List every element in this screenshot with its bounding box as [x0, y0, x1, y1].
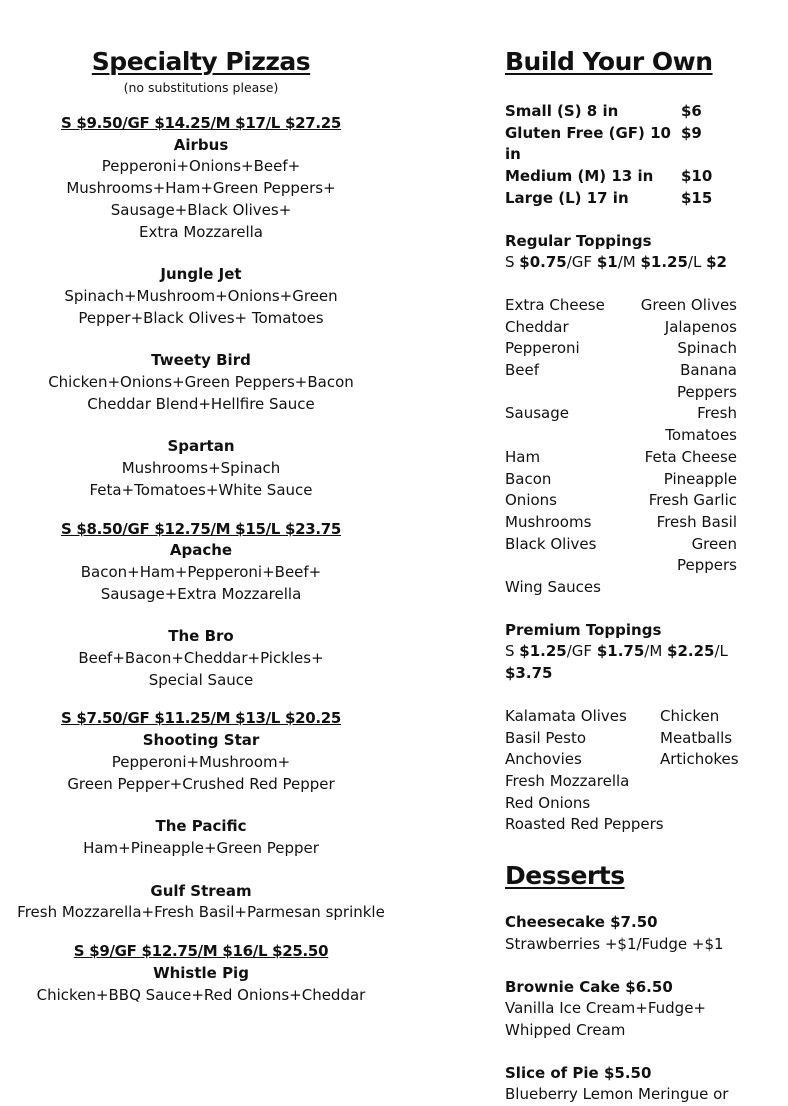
pizza-name: Spartan: [167, 437, 235, 456]
price-value: $0.75: [519, 253, 567, 272]
price-tier-4: S $9/GF $12.75/M $16/L $25.50: [73, 942, 329, 961]
list-item: [505, 469, 780, 491]
topping: Extra Cheese: [505, 295, 605, 314]
topping: Meatballs: [660, 728, 733, 747]
price-tier-3: S $7.50/GF $11.25/M $13/L $20.25: [60, 709, 342, 728]
dessert-item: [505, 1063, 780, 1106]
list-item: [505, 490, 780, 512]
pizza-name: Jungle Jet: [160, 265, 242, 284]
price-value: $3.75: [505, 664, 553, 683]
size-row: [505, 123, 780, 166]
dessert-name: Brownie Cake $6.50: [505, 977, 673, 996]
pizza-ingredients: Feta+Tomatoes+White Sauce: [89, 480, 313, 499]
topping: Pineapple: [663, 469, 737, 488]
list-item: [505, 403, 780, 446]
desserts-section: [505, 860, 780, 1106]
pizza-ingredients: Chicken+BBQ Sauce+Red Onions+Cheddar: [36, 985, 366, 1004]
price-value: $2: [706, 253, 727, 272]
price-label: /L: [714, 642, 728, 661]
price-value: $2.25: [667, 642, 715, 661]
regular-toppings-prices: [505, 252, 780, 274]
list-item: [505, 706, 780, 728]
pizza-ingredients: Green Pepper+Crushed Red Pepper: [67, 774, 335, 793]
size-label: Gluten Free (GF) 10 in: [505, 123, 671, 164]
pizza-ingredients: Pepperoni+Onions+Beef+: [101, 157, 301, 176]
dessert-name: Cheesecake $7.50: [505, 913, 658, 932]
list-item: [505, 338, 780, 360]
pizza-shooting-star: [0, 730, 402, 795]
size-price: $6: [681, 102, 702, 120]
pizza-whistle-pig: [0, 963, 402, 1006]
price-tier-1: S $9.50/GF $14.25/M $17/L $27.25: [60, 114, 342, 132]
list-item: [505, 728, 780, 750]
pizza-ingredients: Beef+Bacon+Cheddar+Pickles+: [78, 649, 324, 668]
pizza-jungle-jet: [0, 264, 402, 329]
size-row: [505, 101, 780, 123]
size-label: Medium (M) 13 in: [505, 167, 654, 186]
topping: Kalamata Olives: [505, 706, 627, 725]
build-your-own-title: Build Your Own: [505, 47, 713, 76]
premium-toppings-heading: Premium Toppings: [505, 620, 662, 639]
size-price-list: [505, 101, 780, 210]
pizza-airbus: [0, 135, 402, 244]
size-label: Small (S) 8 in: [505, 102, 619, 120]
pizza-name: Shooting Star: [142, 731, 260, 750]
pizza-ingredients: Spinach+Mushroom+Onions+Green: [64, 286, 338, 305]
pizza-ingredients: Pepperoni+Mushroom+: [111, 752, 291, 771]
price-value: $1.75: [596, 642, 645, 661]
regular-toppings-section: [505, 231, 780, 599]
pizza-the-pacific: [0, 816, 402, 859]
list-item: [505, 749, 780, 771]
topping: Anchovies: [505, 750, 582, 769]
pizza-ingredients: Extra Mozzarella: [138, 222, 263, 241]
topping: Artichokes: [660, 750, 739, 769]
price-tier-2: S $8.50/GF $12.75/M $15/L $23.75: [60, 519, 342, 538]
dessert-item: [505, 912, 780, 955]
topping: Fresh Mozzarella: [505, 771, 630, 790]
pizza-name: The Pacific: [155, 817, 247, 836]
size-label: Large (L) 17 in: [505, 188, 629, 207]
price-label: S: [505, 642, 520, 661]
price-label: /L: [687, 253, 707, 272]
pizza-ingredients: Pepper+Black Olives+ Tomatoes: [78, 308, 324, 327]
dessert-description: Strawberries +$1/Fudge +$1: [505, 934, 724, 953]
desserts-title: Desserts: [505, 861, 625, 891]
pizza-name: Airbus: [173, 135, 229, 154]
list-item: [505, 814, 780, 836]
pizza-ingredients: Cheddar Blend+Hellfire Sauce: [87, 394, 315, 413]
pizza-ingredients: Fresh Mozzarella+Fresh Basil+Parmesan sprinkle: [17, 903, 385, 922]
pizza-ingredients: Mushrooms+Spinach: [121, 459, 281, 478]
topping: Fresh Tomatoes: [665, 404, 737, 445]
size-row: [505, 166, 780, 188]
specialty-pizzas-column: [0, 46, 402, 1006]
size-price: $9: [681, 123, 702, 142]
topping: Green Peppers: [677, 534, 737, 575]
pizza-ingredients: Chicken+Onions+Green Peppers+Bacon: [48, 373, 354, 392]
topping: Red Onions: [505, 793, 591, 812]
list-item: [505, 447, 780, 469]
list-item: [505, 295, 780, 317]
pizza-name: Apache: [169, 541, 233, 560]
topping: Chicken: [660, 706, 720, 725]
pizza-name: Tweety Bird: [151, 351, 251, 370]
price-value: $1.25: [640, 253, 688, 272]
pizza-ingredients: Special Sauce: [148, 670, 254, 689]
price-value: $1.25: [519, 642, 567, 661]
topping: Beef: [505, 361, 540, 380]
pizza-gulf-stream: [0, 881, 402, 924]
topping: Sausage: [505, 404, 569, 423]
topping: Banana Peppers: [677, 361, 737, 401]
list-item: [505, 360, 780, 403]
topping: Feta Cheese: [644, 447, 737, 466]
dessert-name: Slice of Pie $5.50: [505, 1063, 652, 1082]
topping: Basil Pesto: [505, 728, 587, 747]
price-label: /M: [617, 253, 641, 272]
topping: Onions: [505, 491, 557, 510]
topping: Mushrooms: [505, 512, 592, 531]
price-label: /GF: [566, 642, 597, 661]
topping: Spinach: [677, 339, 737, 358]
pizza-spartan: [0, 436, 402, 501]
dessert-item: [505, 977, 780, 1042]
price-label: S: [505, 253, 520, 272]
pizza-name: Gulf Stream: [150, 881, 252, 900]
premium-toppings-section: [505, 620, 780, 836]
list-item: [505, 577, 780, 599]
pizza-ingredients: Bacon+Ham+Pepperoni+Beef+: [80, 562, 322, 581]
topping: [629, 577, 737, 599]
price-label: /GF: [566, 253, 597, 272]
topping: Fresh Garlic: [648, 491, 737, 510]
topping: Pepperoni: [505, 339, 580, 358]
premium-toppings-prices: [505, 641, 780, 684]
topping: Jalapenos: [664, 317, 737, 336]
topping: Roasted Red Peppers: [505, 815, 664, 834]
pizza-ingredients: Sausage+Extra Mozzarella: [100, 584, 302, 603]
specialty-pizzas-title: Specialty Pizzas: [91, 47, 311, 76]
topping: Black Olives: [505, 534, 597, 553]
price-value: $1: [596, 253, 618, 272]
dessert-description: Whipped Cream: [505, 1020, 626, 1039]
topping: Fresh Basil: [656, 512, 737, 531]
price-label: /M: [644, 642, 668, 661]
pizza-apache: [0, 540, 402, 605]
size-price: $10: [681, 167, 713, 186]
size-price: $15: [681, 188, 713, 207]
list-item: [505, 793, 780, 815]
regular-toppings-heading: Regular Toppings: [505, 231, 652, 250]
topping: Green Olives: [640, 295, 737, 314]
size-row: [505, 188, 780, 210]
pizza-ingredients: Ham+Pineapple+Green Pepper: [83, 838, 319, 857]
no-substitutions-note: (no substitutions please): [123, 80, 279, 95]
pizza-ingredients: Sausage+Black Olives+: [110, 200, 292, 219]
regular-toppings-list: [505, 295, 780, 599]
dessert-description: Blueberry Lemon Meringue or: [505, 1085, 729, 1104]
topping: Wing Sauces: [505, 578, 601, 597]
list-item: [505, 512, 780, 534]
topping: Ham: [505, 447, 541, 466]
topping: Cheddar: [505, 317, 569, 336]
pizza-name: The Bro: [168, 627, 234, 646]
list-item: [505, 534, 780, 577]
pizza-name: Whistle Pig: [153, 963, 249, 982]
list-item: [505, 771, 780, 793]
build-your-own-column: [505, 46, 780, 1106]
topping: Bacon: [505, 469, 552, 488]
premium-toppings-list: [505, 706, 780, 836]
pizza-the-bro: [0, 626, 402, 691]
list-item: [505, 317, 780, 339]
dessert-description: Vanilla Ice Cream+Fudge+: [505, 999, 706, 1018]
pizza-ingredients: Mushrooms+Ham+Green Peppers+: [66, 179, 336, 198]
pizza-tweety-bird: [0, 350, 402, 415]
